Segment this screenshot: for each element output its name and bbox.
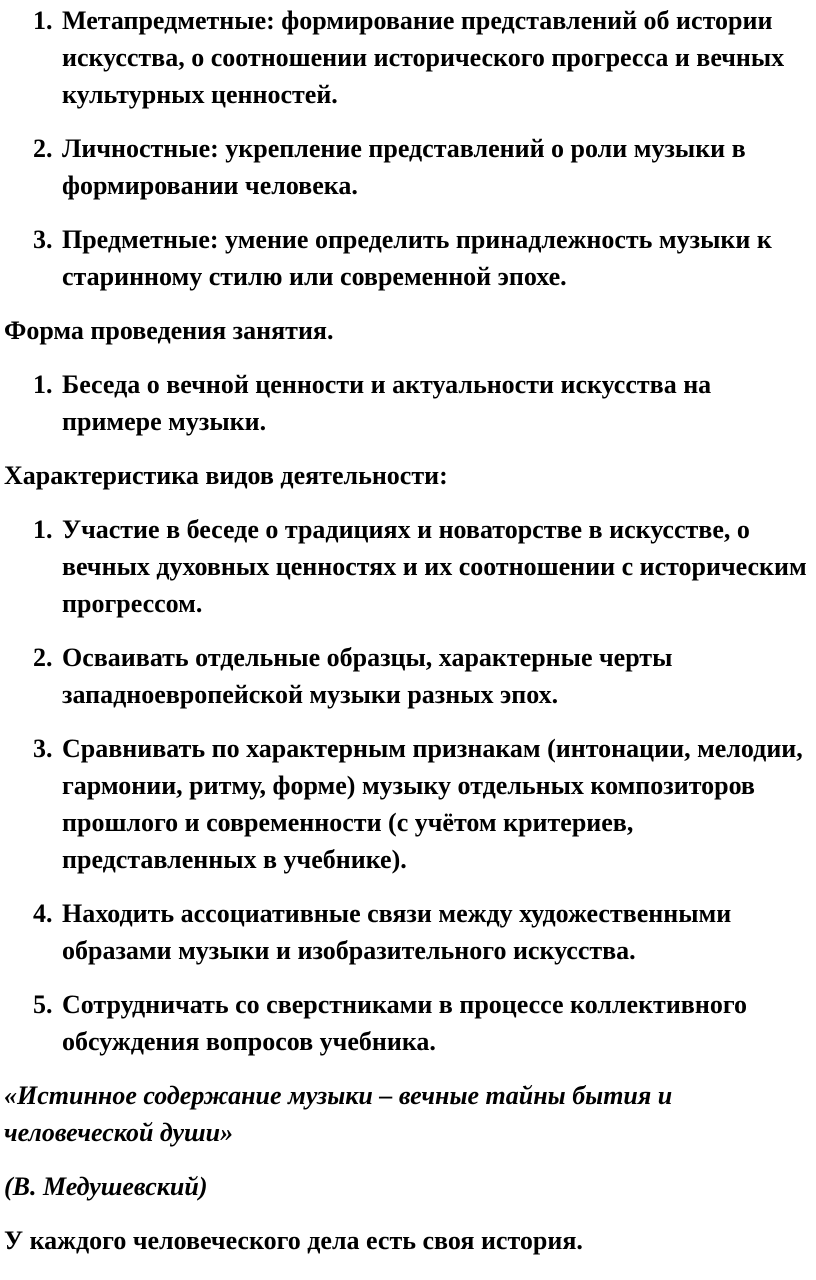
list-number: 1. [33,370,53,399]
list-item-text: Сотрудничать со сверстниками в процессе коллективного обсуждения вопросов учебника. [62,990,747,1056]
list-number: 3. [33,734,53,763]
list-item-text: Беседа о вечной ценности и актуальности искусства на примере музыки. [62,370,712,436]
list-item-text: Участие в беседе о традициях и новаторстве в искусстве, о вечных духовных ценностях и их соотношении с историческим прогрессом. [62,515,807,618]
epigraph-quote: «Истинное содержание музыки – вечные тайны бытия и человеческой души» [4,1081,673,1147]
list-number: 5. [33,990,53,1019]
list-number: 3. [33,225,53,254]
list-item-text: Предметные: умение определить принадлежность музыки к старинному стилю или современной эпохе. [62,225,772,291]
list-item-text: Личностные: укрепление представлений о роли музыки в формировании человека. [62,134,746,200]
list-number: 1. [33,6,53,35]
heading-activities: Характеристика видов деятельности: [4,461,448,490]
list-item-text: Находить ассоциативные связи между художественными образами музыки и изобразительного искусства. [62,899,732,965]
closing-line: У каждого человеческого дела есть своя история. [4,1226,583,1255]
heading-lesson-form: Форма проведения занятия. [4,316,334,345]
list-number: 2. [33,643,53,672]
list-item-text: Метапредметные: формирование представлений об истории искусства, о соотношении исторического прогресса и вечных культурных ценностей. [62,6,785,109]
list-item-text: Сравнивать по характерным признакам (интонации, мелодии, гармонии, ритму, форме) музыку отдельных композиторов прошлого и современности (с учётом критериев, представленных в учебнике). [62,734,803,874]
list-item-text: Осваивать отдельные образцы, характерные черты западноевропейской музыки разных эпох. [62,643,673,709]
list-number: 1. [33,515,53,544]
epigraph-author: (В. Медушевский) [4,1172,208,1201]
list-number: 4. [33,899,53,928]
list-number: 2. [33,134,53,163]
